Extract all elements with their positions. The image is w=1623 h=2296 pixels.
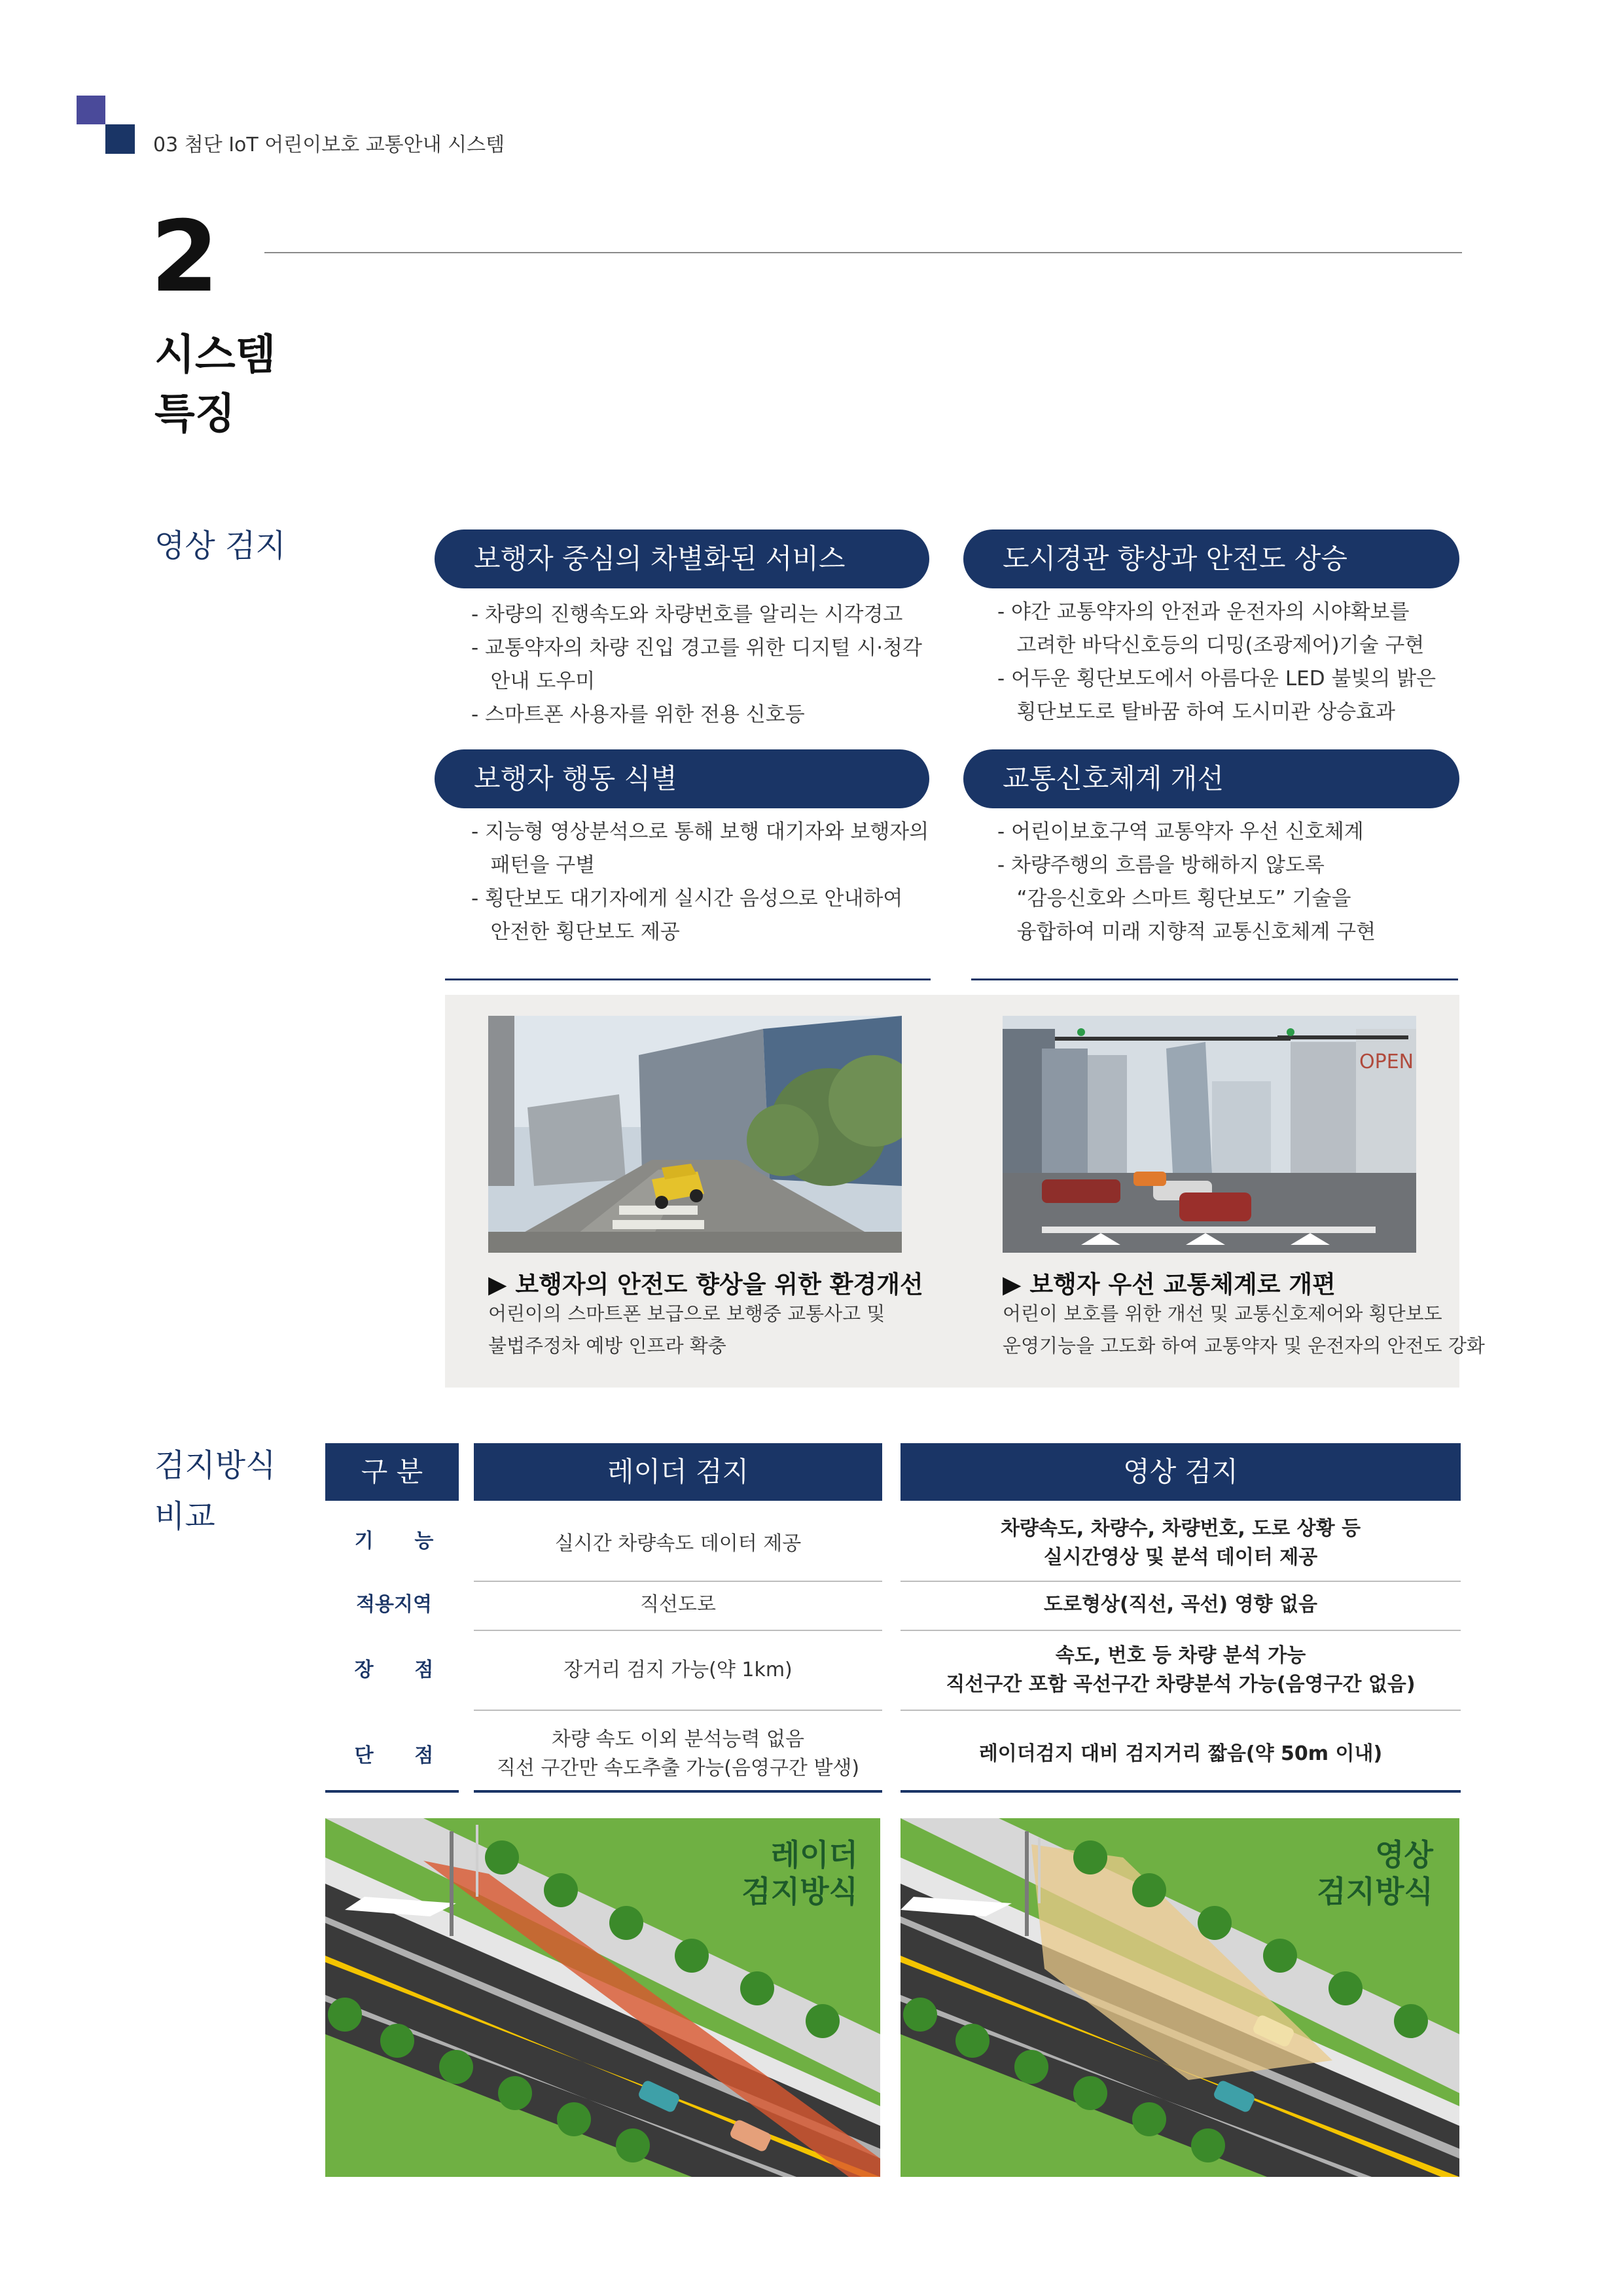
cell-line: 직선도로 (640, 1593, 716, 1616)
row-label-function: 기 능 (354, 1530, 434, 1552)
chapter-title-line2: 특징 (154, 390, 236, 439)
bullet-line: - 교통약자의 차량 진입 경고를 위한 디지털 시·청각 (471, 636, 922, 660)
cell-radar-pros (474, 1656, 882, 1685)
cell-line: 차량속도, 차량수, 차량번호, 도로 상황 등 (1000, 1517, 1361, 1540)
photo-caption-title-1: ▶ 보행자의 안전도 향상을 위한 환경개선 (488, 1270, 923, 1299)
bullet-line: - 차량주행의 흐름을 방해하지 않도록 (997, 853, 1325, 877)
bullet-line: - 횡단보도 대기자에게 실시간 음성으로 안내하여 (471, 887, 903, 910)
cell-line: 도로형상(직선, 곡선) 영향 없음 (1044, 1593, 1317, 1616)
row-label-cons: 단 점 (354, 1744, 434, 1767)
photo-caption-title-2: ▶ 보행자 우선 교통체계로 개편 (1003, 1270, 1336, 1299)
chapter-number: 2 (151, 200, 219, 314)
feature-title-cityscape: 도시경관 향상과 안전도 상승 (963, 529, 1459, 588)
bullet-line: 패턴을 구별 (471, 853, 596, 877)
feature-bullets-pedestrian-behavior (471, 816, 929, 949)
shop-sign-text: OPEN (1359, 1050, 1414, 1073)
table-bottom-rule (901, 1790, 1461, 1793)
bullet-line: - 어린이보호구역 교통약자 우선 신호체계 (997, 820, 1364, 844)
label-line: 검지방식 (741, 1874, 858, 1909)
caption-line: 어린이 보호를 위한 개선 및 교통신호제어와 횡단보도 (1003, 1302, 1442, 1325)
divider (264, 252, 1462, 253)
table-header-category: 구 분 (325, 1443, 459, 1501)
radar-illustration-label (741, 1837, 858, 1910)
feature-bullets-signal-system (997, 816, 1376, 949)
cell-line: 속도, 번호 등 차량 분석 가능 (1055, 1644, 1306, 1667)
caption-line: 어린이의 스마트폰 보급으로 보행중 교통사고 및 (488, 1302, 885, 1325)
feature-bullets-cityscape (997, 596, 1436, 729)
feature-title-pedestrian-service: 보행자 중심의 차별화된 서비스 (435, 529, 929, 588)
cell-line: 차량 속도 이외 분석능력 없음 (552, 1728, 804, 1751)
photo-caption-body-2 (1003, 1298, 1485, 1362)
bullet-line: 융합하여 미래 지향적 교통신호체계 구현 (997, 920, 1376, 944)
feature-bullets-pedestrian-service (471, 598, 922, 732)
label-line: 영상 (1375, 1837, 1433, 1873)
header-square-navy (105, 124, 135, 154)
label-line: 레이더 (770, 1837, 858, 1873)
section-header: 03 첨단 IoT 어린이보호 교통안내 시스템 (153, 134, 505, 156)
comparison-label (154, 1440, 276, 1542)
chapter-title-line1: 시스템 (154, 331, 276, 380)
row-divider (474, 1581, 882, 1582)
cell-video-function (901, 1515, 1461, 1572)
street-photo-2 (1003, 1016, 1416, 1253)
row-divider (901, 1710, 1461, 1711)
table-bottom-rule (325, 1790, 459, 1793)
chapter-title (154, 326, 276, 444)
bullet-line: - 스마트폰 사용자를 위한 전용 신호등 (471, 703, 805, 726)
cell-radar-function (474, 1530, 882, 1558)
row-label-area: 적용지역 (356, 1593, 432, 1616)
table-bottom-rule (474, 1790, 882, 1793)
cell-video-area (901, 1590, 1461, 1619)
street-photo-1 (488, 1016, 902, 1253)
row-divider (901, 1581, 1461, 1582)
comparison-label-line2: 비교 (154, 1498, 215, 1535)
bullet-line: 고려한 바닥신호등의 디밍(조광제어)기술 구현 (997, 634, 1425, 657)
photo-caption-body-1 (488, 1298, 885, 1362)
bullet-line: 안내 도우미 (471, 670, 596, 693)
row-divider (901, 1630, 1461, 1631)
bullet-line: - 야간 교통약자의 안전과 운전자의 시야확보를 (997, 600, 1410, 624)
column-rule (445, 978, 931, 980)
caption-line: 운영기능을 고도화 하여 교통약자 및 운전자의 안전도 강화 (1003, 1335, 1485, 1357)
bullet-line: “감응신호와 스마트 횡단보도” 기술을 (997, 887, 1351, 910)
video-detection-label: 영상 검지 (154, 528, 286, 564)
comparison-label-line1: 검지방식 (154, 1447, 276, 1484)
table-header-radar: 레이더 검지 (474, 1443, 882, 1501)
row-divider (474, 1630, 882, 1631)
cell-video-pros (901, 1641, 1461, 1699)
cell-line: 실시간영상 및 분석 데이터 제공 (1043, 1546, 1318, 1569)
cell-line: 실시간 차량속도 데이터 제공 (554, 1532, 802, 1555)
column-rule (971, 978, 1458, 980)
label-line: 검지방식 (1317, 1874, 1433, 1909)
video-illustration-label (1317, 1837, 1433, 1910)
table-header-video: 영상 검지 (901, 1443, 1461, 1501)
cell-line: 레이더검지 대비 검지거리 짧음(약 50m 이내) (978, 1742, 1383, 1765)
radar-illustration (325, 1818, 880, 2177)
bullet-line: 안전한 횡단보도 제공 (471, 920, 680, 944)
feature-title-signal-system: 교통신호체계 개선 (963, 749, 1459, 808)
cell-line: 장거리 검지 가능(약 1km) (563, 1659, 793, 1681)
cell-line: 직선구간 포함 곡선구간 차량분석 가능(음영구간 없음) (946, 1673, 1416, 1696)
bullet-line: 횡단보도로 탈바꿈 하여 도시미관 상승효과 (997, 700, 1396, 724)
caption-line: 불법주정차 예방 인프라 확충 (488, 1335, 726, 1357)
row-divider (474, 1710, 882, 1711)
cell-video-cons (901, 1740, 1461, 1768)
bullet-line: - 차량의 진행속도와 차량번호를 알리는 시각경고 (471, 603, 903, 626)
feature-title-pedestrian-behavior: 보행자 행동 식별 (435, 749, 929, 808)
bullet-line: - 지능형 영상분석으로 통해 보행 대기자와 보행자의 (471, 820, 929, 844)
row-label-pros: 장 점 (354, 1659, 434, 1681)
video-illustration (901, 1818, 1459, 2177)
bullet-line: - 어두운 횡단보도에서 아름다운 LED 불빛의 밝은 (997, 667, 1436, 691)
cell-line: 직선 구간만 속도추출 가능(음영구간 발생) (496, 1757, 860, 1780)
cell-radar-cons (474, 1725, 882, 1783)
header-square-purple (77, 96, 105, 124)
cell-radar-area (474, 1590, 882, 1619)
